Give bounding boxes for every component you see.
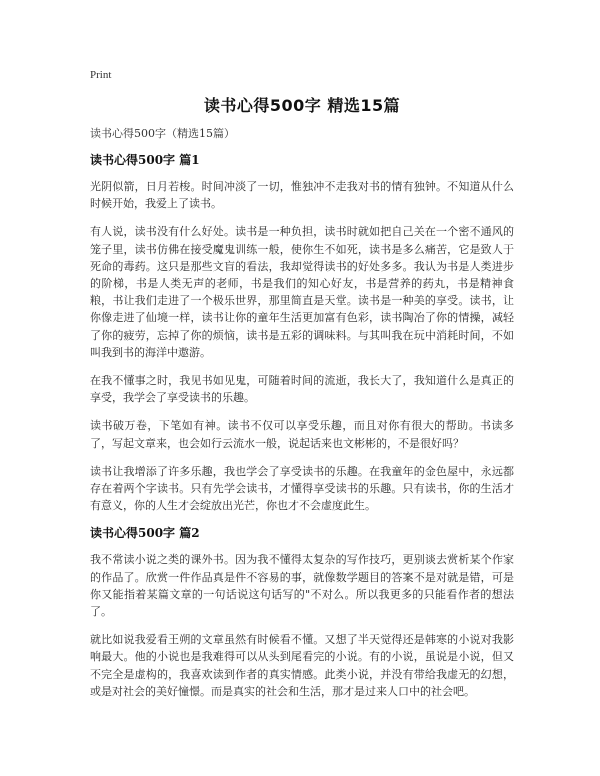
section-2 <box>90 525 514 700</box>
print-link[interactable]: Print <box>90 69 112 81</box>
paragraph: 我不常读小说之类的课外书。因为我不懂得太复杂的写作技巧，更别谈去赏析某个作家的作品了。欣赏一件作品真是件不容易的事，就像数学题目的答案不是对就是错，可是你又能指着某篇文章的一句话说这句话写的"不对么。所以我更多的只能看作者的想法了。 <box>90 553 514 619</box>
section-heading: 读书心得500字 篇1 <box>90 153 200 167</box>
paragraph: 读书破万卷，下笔如有神。读书不仅可以享受乐趣，而且对你有很大的帮助。书读多了，写起文章来，也会如行云流水一般，说起话来也文彬彬的，不是很好吗？ <box>90 419 514 450</box>
section-1 <box>90 152 514 514</box>
paragraph: 有人说，读书没有什么好处。读书是一种负担，读书时就如把自己关在一个密不通风的笼子里，读书仿佛在接受魔鬼训练一般，使你生不如死，读书是多么痛苦，它是致人于死命的毒药。这只是那些文盲的看法，我却觉得读书的好处多多。我认为书是人类进步的阶梯，书是人类无声的老师，书是我们的知心好友，书是营养的药丸，书是精神食粮，书让我们走进了一个极乐世界，那里简直是天堂。读书是一种美的享受。读书，让你像走进了仙境一样，读书让你的童年生活更加富有色彩，读书陶冶了你的情操，减轻了你的疲劳，忘掉了你的烦恼，读书是五彩的调味料。与其叫我在玩中消耗时间，不如叫我到书的海洋中遨游。 <box>90 225 514 359</box>
section-heading: 读书心得500字 篇2 <box>90 526 200 541</box>
paragraph: 在我不懂事之时，我见书如见鬼，可随着时间的流逝，我长大了，我知道什么是真正的享受，我学会了享受读书的乐趣。 <box>90 374 514 405</box>
document-title: 读书心得500字 精选15篇 <box>203 96 401 115</box>
paragraph: 读书让我增添了许多乐趣，我也学会了享受读书的乐趣。在我童年的金色屋中，永远都存在着两个字读书。只有先学会读书，才懂得享受读书的乐趣。只有读书，你的生活才有意义，你的人生才会绽放出光芒，你也才不会虚度此生。 <box>90 464 514 513</box>
paragraph: 就比如说我爱看王朔的文章虽然有时候看不懂。又想了半天觉得还是韩寒的小说对我影响最大。他的小说也是我难得可以从头到尾看完的小说。有的小说，虽说是小说，但又不完全是虚构的，我喜欢读到作者的真实情感。此类小说，并没有带给我虚无的幻想，或是对社会的美好憧憬。而是真实的社会和生活，那才是过来人口中的社会吧。 <box>90 633 514 698</box>
document-subtitle: 读书心得500字（精选15篇） <box>90 127 235 140</box>
paragraph: 光阴似箭，日月若梭。时间冲淡了一切，惟独冲不走我对书的情有独钟。不知道从什么时候开始，我爱上了读书。 <box>90 180 514 211</box>
